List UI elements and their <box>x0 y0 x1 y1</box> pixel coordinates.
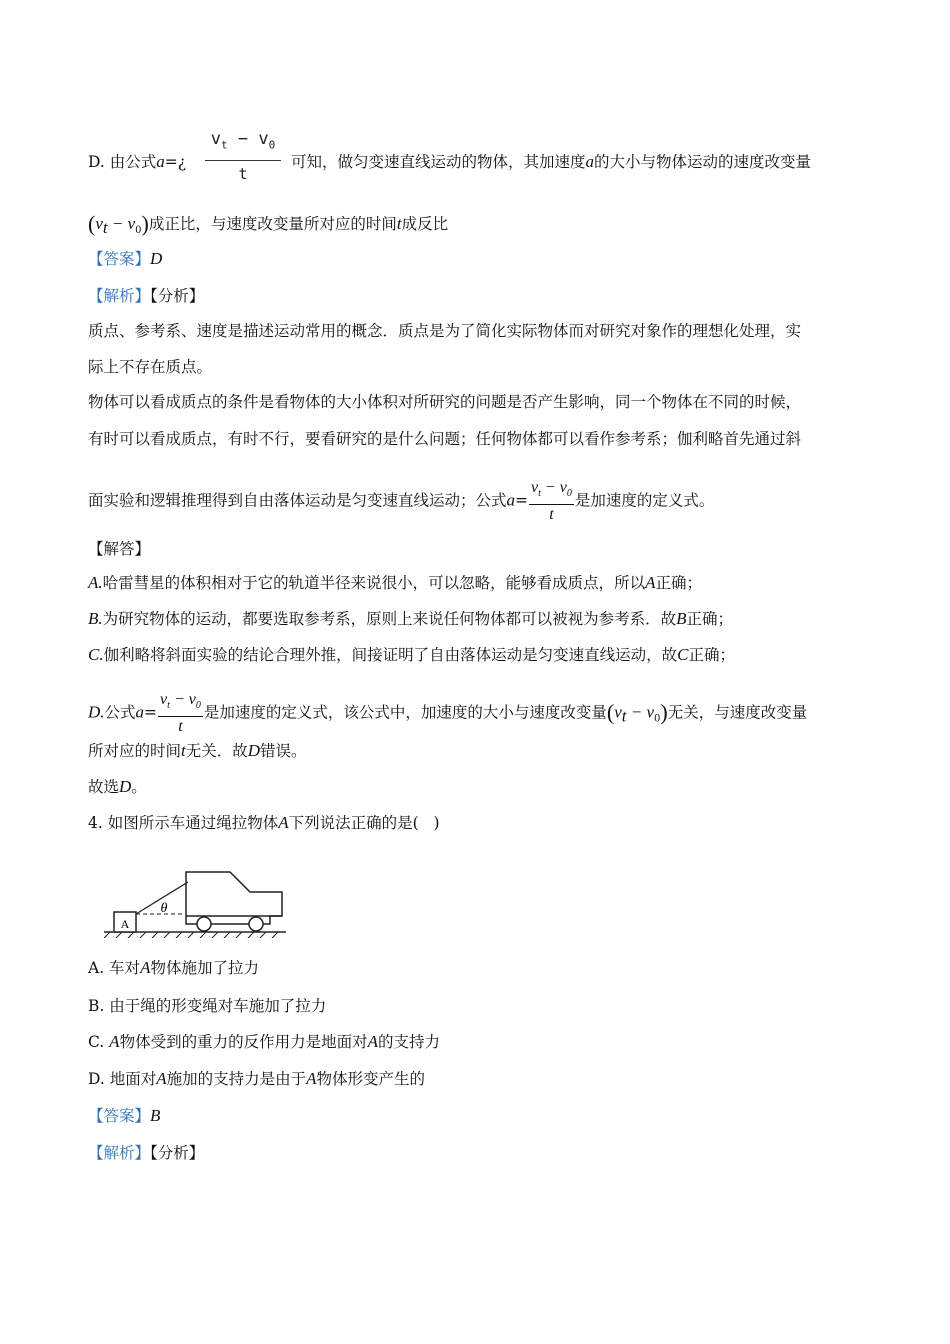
q4-option-d: D. 地面对A施加的支持力是由于A物体形变产生的 <box>88 1069 426 1088</box>
analysis-sub-label: 【分析】 <box>150 287 205 305</box>
formula-image-fraction: $\frac{v_t - v_0}{t}$ <box>205 128 281 184</box>
eq-sign: =¿ <box>164 153 187 171</box>
angle-label: θ <box>160 901 168 916</box>
q4-option-a: A. 车对A物体施加了拉力 <box>88 958 259 977</box>
q3-option-d-line1-rest: 可知，做匀变速直线运动的物体，其加速度a的大小与物体运动的速度改变量 <box>291 152 812 171</box>
solution-item-d-line2: 所对应的时间t无关．故D错误。 <box>88 741 307 760</box>
fraction: $\frac{v_t - v_0}{t}$ <box>160 691 201 736</box>
solution-label: 【解答】 <box>88 540 151 558</box>
q4-option-b: B. 由于绳的形变绳对车施加了拉力 <box>88 997 327 1015</box>
q3-option-d-line2: $(v_t - v_0)$成正比，与速度改变量所对应的时间t成反比 <box>88 211 449 238</box>
q4-option-c: C. A物体受到的重力的反作用力是地面对A的支持力 <box>88 1032 440 1051</box>
q4-answer <box>88 1105 160 1127</box>
solution-item-d: D.公式a= $\frac{v_t - v_0}{t}$ 是加速度的定义式，该公式中，加速度的大小与速度改变量$(v_t - v_0)$无关，与速度改变量 <box>88 691 808 736</box>
q4-analysis-heading <box>88 1142 204 1164</box>
analysis-paragraph-formula-line: 面实验和逻辑推理得到自由落体运动是匀变速直线运动；公式a= $\frac{v_t - v_0}{t}$ 是加速度的定义式。 <box>88 479 715 524</box>
analysis-paragraph: 质点、参考系、速度是描述运动常用的概念．质点是为了简化实际物体而对研究对象作的理想化处理，实 <box>88 322 802 340</box>
question-number: 4. <box>88 814 103 832</box>
q3-answer <box>88 248 162 270</box>
answer-label: 【答案】 <box>88 250 151 268</box>
answer-value: D <box>150 249 163 268</box>
q4-stem: 4. 如图所示车通过绳拉物体A下列说法正确的是( ) <box>88 813 440 832</box>
fraction: $\frac{v_t - v_0}{t}$ <box>531 479 572 524</box>
block-a-label: A <box>120 917 130 931</box>
analysis-sub-label: 【分析】 <box>150 1144 205 1162</box>
var-a: a <box>156 152 165 171</box>
q3-analysis-heading <box>88 285 204 307</box>
analysis-paragraph: 有时可以看成质点，有时不行，要看研究的是什么问题；任何物体都可以看作参考系；伽利略首先通过斜 <box>88 430 802 448</box>
analysis-paragraph: 际上不存在质点。 <box>88 358 213 376</box>
car-rope-block-diagram <box>104 866 294 938</box>
solution-item-b: B.为研究物体的运动，都要选取参考系，原则上来说任何物体都可以被视为参考系．故B正确； <box>88 609 734 628</box>
answer-value: B <box>150 1106 161 1125</box>
analysis-paragraph: 物体可以看成质点的条件是看物体的大小体积对所研究的问题是否产生影响，同一个物体在不同的时候， <box>88 393 802 411</box>
answer-label: 【答案】 <box>88 1107 151 1125</box>
solution-item-c: C.伽利略将斜面实验的结论合理外推，间接证明了自由落体运动是匀变速直线运动，故C正确； <box>88 645 735 664</box>
wheel <box>197 917 211 931</box>
solution-item-a: A.哈雷彗星的体积相对于它的轨道半径来说很小，可以忽略，能够看成质点，所以A正确； <box>88 573 703 592</box>
q3-option-d-line1 <box>88 151 186 173</box>
analysis-label: 【解析】 <box>88 287 151 305</box>
conclusion: 故选D。 <box>88 777 147 796</box>
analysis-label: 【解析】 <box>88 1144 151 1162</box>
option-d-prefix: D. 由公式 <box>88 153 157 171</box>
wheel <box>249 917 263 931</box>
